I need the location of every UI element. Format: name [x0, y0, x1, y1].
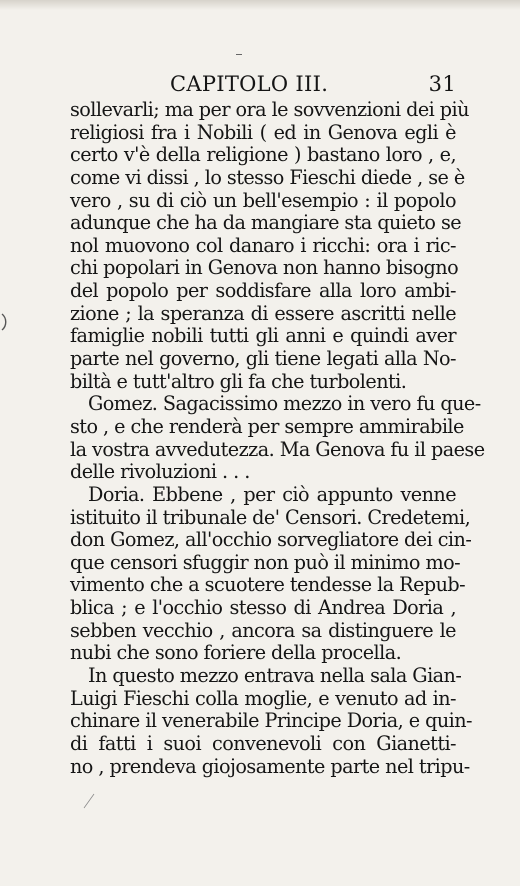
speaker-line: Doria. Ebbene , per ciò appunto venne [88, 482, 456, 506]
text-line: famiglie nobili tutti gli anni e quindi aver [70, 324, 456, 348]
text-line: di fatti i suoi convenevoli con Gianetti- [70, 731, 456, 755]
text-line: sebben vecchio , ancora sa distinguere le [70, 618, 456, 642]
paragraph-start-line: In questo mezzo entrava nella sala Gian- [88, 664, 462, 688]
paper-scuff-mark [82, 792, 96, 810]
text-line: nubi che sono foriere della procella. [70, 641, 402, 665]
text-line: certo v'è della religione ) bastano loro , e, [70, 143, 456, 167]
binding-mark-icon [0, 312, 10, 332]
speaker-line: Gomez. Sagacissimo mezzo in vero fu que- [88, 392, 481, 416]
text-line: del popolo per soddisfare alla loro ambi- [70, 279, 456, 303]
page-top-edge [0, 0, 520, 10]
text-line: chi popolari in Genova non hanno bisogno [70, 256, 459, 280]
body-text [70, 98, 485, 778]
text-line: vero , su di ciò un bell'esempio : il popolo [70, 188, 456, 212]
text-line: come vi dissi , lo stesso Fieschi diede , se è [70, 165, 465, 189]
text-line: biltà e tutt'altro gli fa che turbolenti. [70, 369, 407, 393]
text-line: parte nel governo, gli tiene legati alla No- [70, 347, 456, 371]
page-header [70, 70, 456, 98]
page-number: 31 [428, 72, 456, 96]
top-dash-mark [236, 54, 242, 55]
text-line: istituito il tribunale de' Censori. Credetemi, [70, 505, 471, 529]
text-line: delle rivoluzioni . . . [70, 460, 250, 484]
text-line: vimento che a scuotere tendesse la Repub- [70, 573, 466, 597]
text-line: religiosi fra i Nobili ( ed in Genova egli è [70, 120, 456, 144]
text-line: blica ; e l'occhio stesso di Andrea Doria , [70, 596, 456, 620]
text-line: zione ; la speranza di essere ascritti nelle [70, 301, 456, 325]
running-title: CAPITOLO III. [170, 72, 329, 96]
text-line: adunque che ha da mangiare sta quieto se [70, 211, 462, 235]
text-line: la vostra avvedutezza. Ma Genova fu il paese [70, 437, 485, 461]
text-line: sto , e che renderà per sempre ammirabile [70, 414, 464, 438]
text-line: don Gomez, all'occhio sorvegliatore dei cin- [70, 528, 472, 552]
text-line: chinare il venerabile Principe Doria, e quin- [70, 709, 472, 733]
text-line: no , prendeva giojosamente parte nel tripu- [70, 754, 470, 778]
text-line: sollevarli; ma per ora le sovvenzioni dei più [70, 98, 469, 121]
text-line: que censori sfuggir non può il minimo mo- [70, 550, 461, 574]
text-line: Luigi Fieschi colla moglie, e venuto ad in- [70, 686, 456, 710]
text-line: nol muovono col danaro i ricchi: ora i ric- [70, 233, 456, 257]
